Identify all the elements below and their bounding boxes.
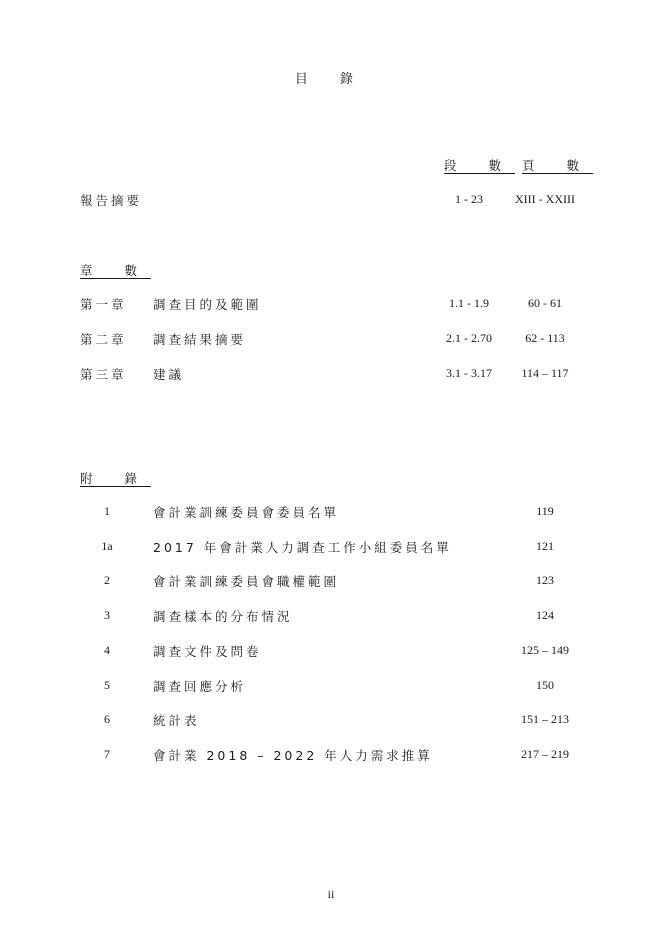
appendix-number: 4 (104, 643, 110, 657)
page-title: 目 錄 (294, 72, 368, 87)
appendices-heading: 附 錄 (80, 471, 151, 486)
chapter-number: 第一章 (80, 297, 127, 312)
appendix-number: 6 (104, 712, 110, 726)
chapter-title: 調查目的及範圍 (153, 297, 262, 312)
appendix-number: 3 (104, 608, 110, 622)
page-column-header: 頁 數 (522, 158, 593, 173)
paragraph-column-header: 段 數 (444, 158, 515, 173)
chapter-title: 建議 (153, 367, 185, 382)
appendix-number: 7 (104, 747, 110, 761)
appendix-pages: 121 (536, 539, 554, 553)
chapter-pages: 60 - 61 (528, 296, 562, 310)
chapter-number: 第三章 (80, 367, 127, 382)
appendix-pages: 119 (536, 504, 554, 518)
appendix-title: 統計表 (153, 713, 200, 728)
chapter-paragraphs: 3.1 - 3.17 (446, 366, 492, 380)
summary-pages: XIII - XXIII (515, 192, 575, 206)
chapter-pages: 114 – 117 (521, 366, 569, 380)
appendix-title: 2017 年會計業人力調查工作小組委員名單 (153, 540, 452, 555)
appendix-pages: 125 – 149 (521, 643, 569, 657)
summary-paragraphs: 1 - 23 (455, 192, 483, 206)
appendix-title: 調查回應分析 (153, 679, 247, 694)
chapter-number: 第二章 (80, 332, 127, 347)
appendix-number: 5 (104, 678, 110, 692)
chapter-pages: 62 - 113 (525, 331, 565, 345)
appendix-title: 會計業訓練委員會委員名單 (153, 505, 340, 520)
summary-label: 報告摘要 (80, 193, 143, 208)
appendix-number: 2 (104, 573, 110, 587)
appendix-title: 會計業訓練委員會職權範圍 (153, 574, 340, 589)
appendix-title: 會計業 2018 – 2022 年人力需求推算 (153, 748, 433, 763)
page-number: ii (327, 887, 335, 901)
appendix-pages: 150 (536, 678, 554, 692)
chapters-heading: 章 數 (80, 263, 151, 278)
appendix-number: 1a (101, 539, 113, 553)
appendix-title: 調查文件及問卷 (153, 644, 262, 659)
chapter-paragraphs: 1.1 - 1.9 (449, 296, 489, 310)
appendix-pages: 151 – 213 (521, 712, 569, 726)
chapter-paragraphs: 2.1 - 2.70 (446, 331, 492, 345)
chapter-title: 調查結果摘要 (153, 332, 247, 347)
appendix-number: 1 (104, 504, 110, 518)
appendix-pages: 123 (536, 573, 554, 587)
appendix-pages: 124 (536, 608, 554, 622)
appendix-pages: 217 – 219 (521, 747, 569, 761)
appendix-title: 調查樣本的分布情況 (153, 609, 293, 624)
